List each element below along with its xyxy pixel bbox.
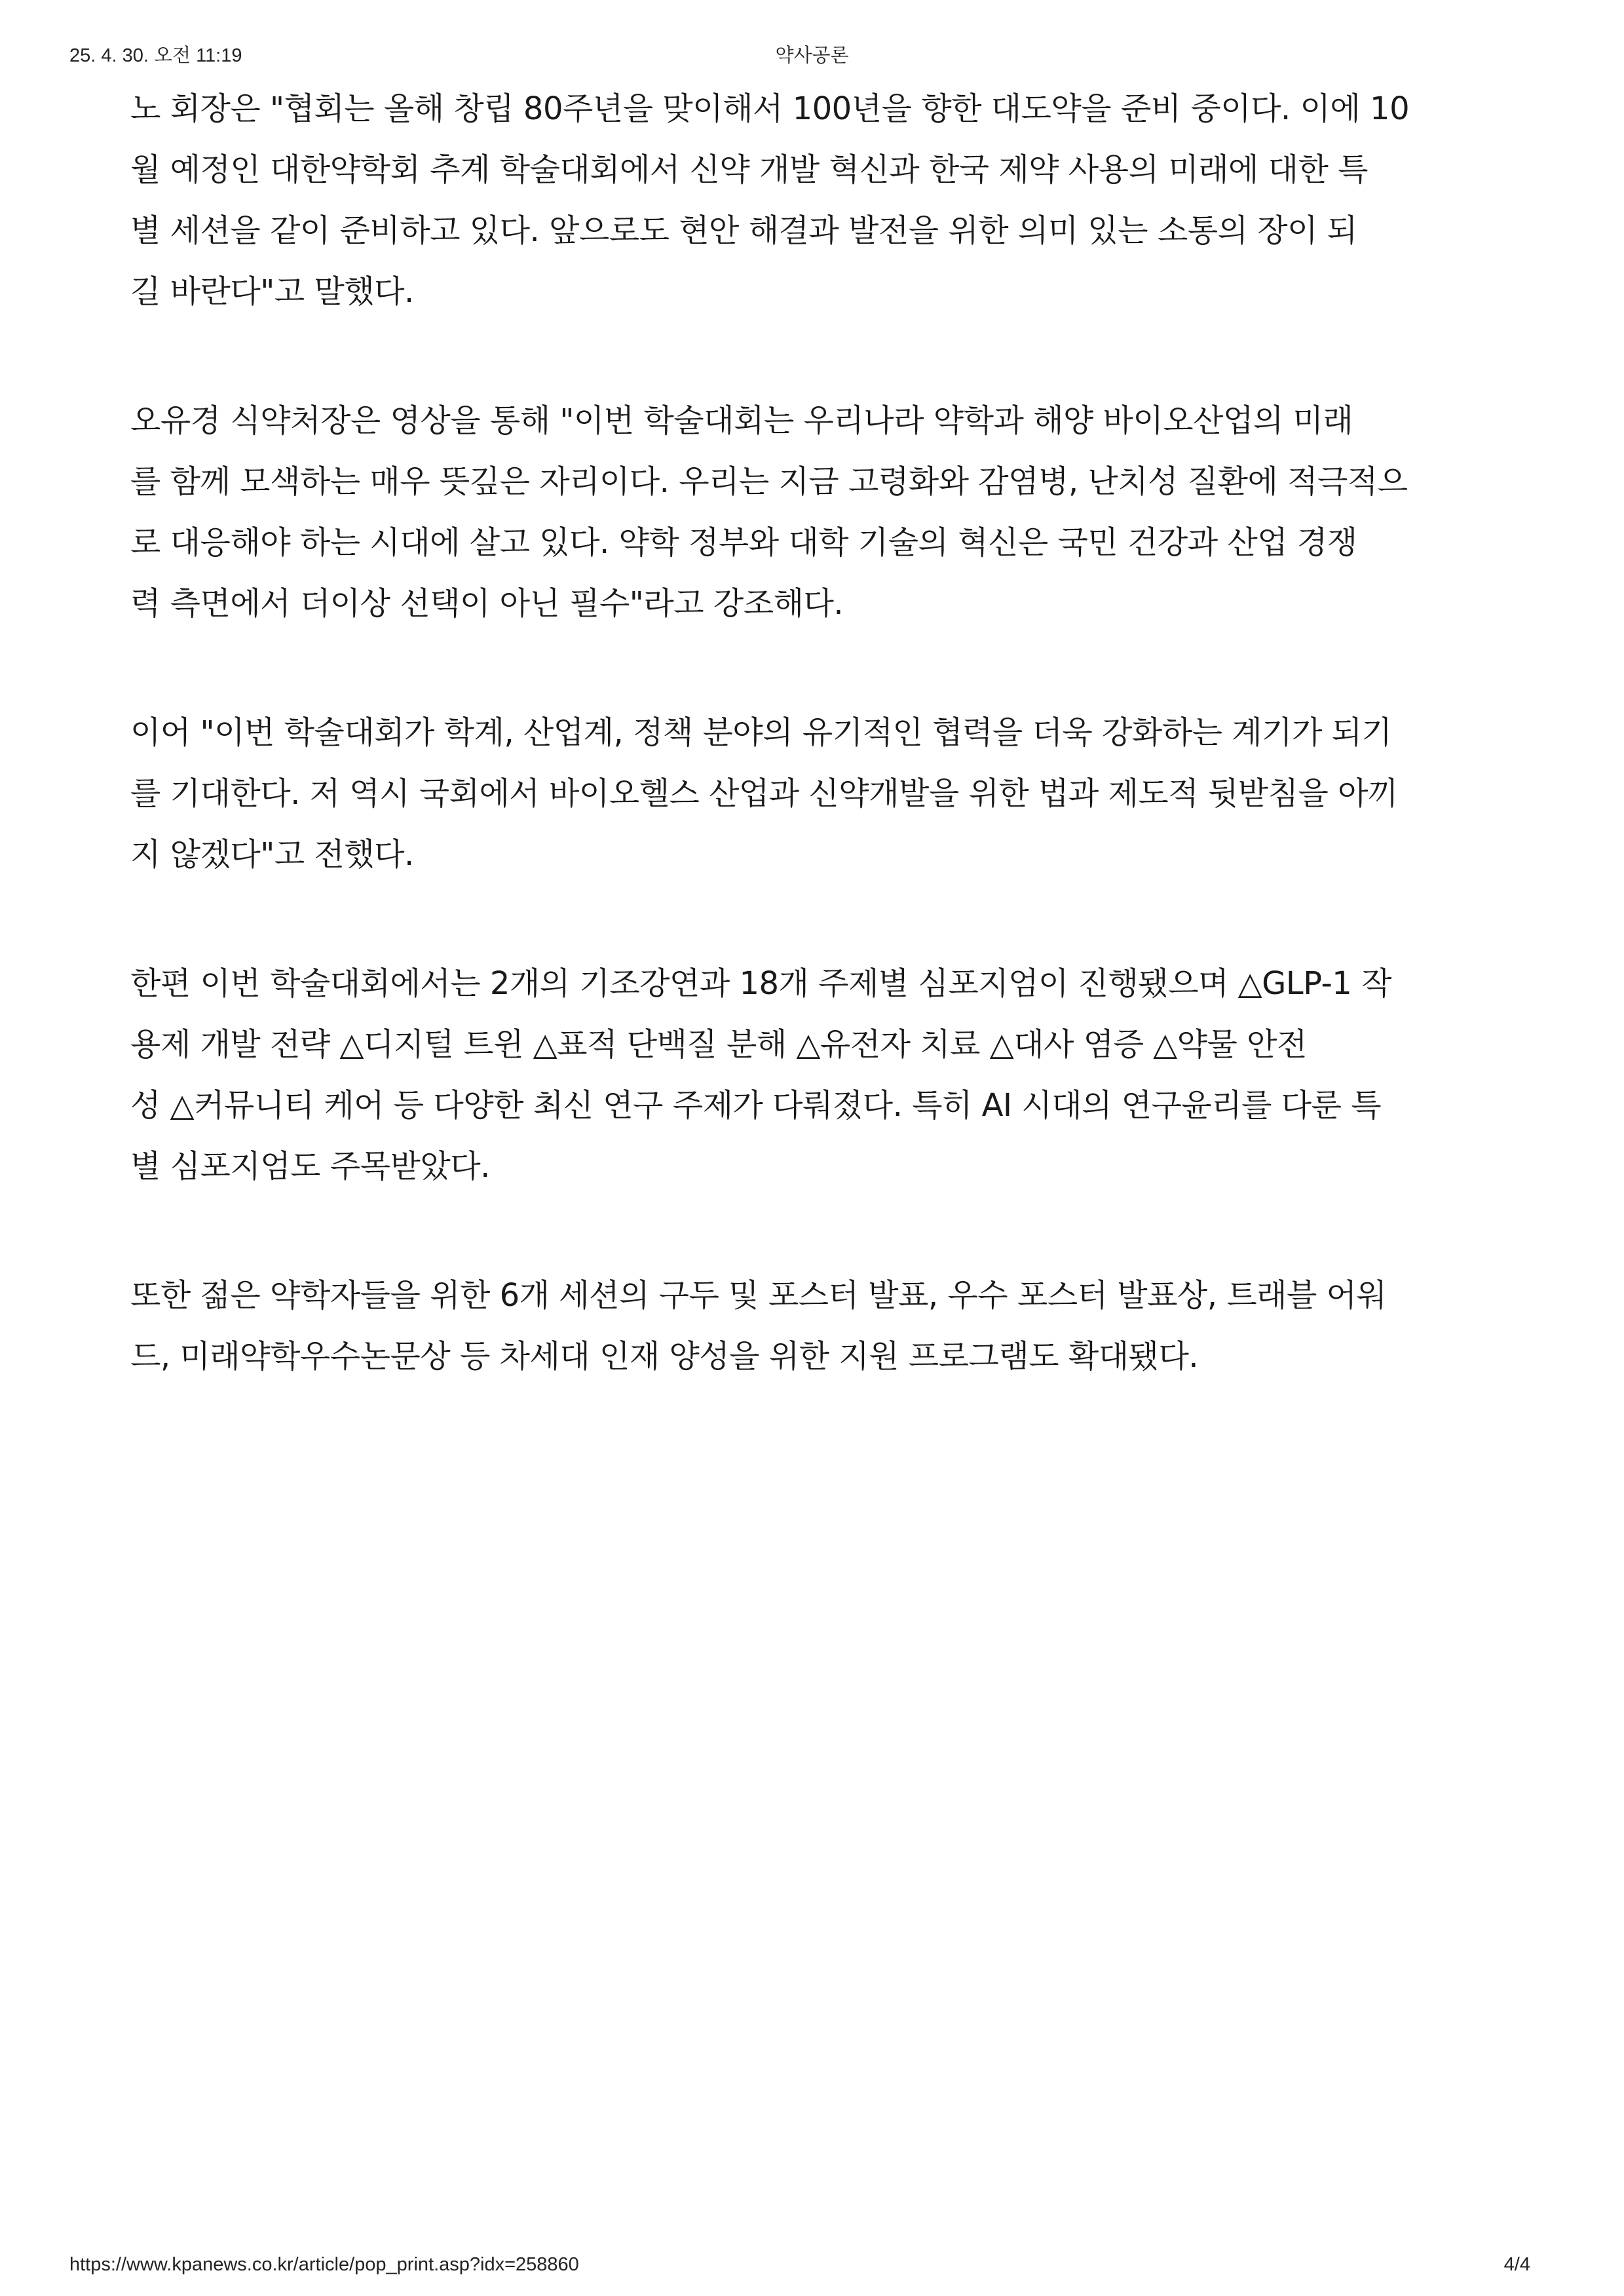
paragraph-cooperation <box>130 702 1493 885</box>
paragraph-line: 를 함께 모색하는 매우 뜻깊은 자리이다. 우리는 지금 고령화와 감염병, 난치성 질환에 적극적으 <box>130 463 1408 500</box>
paragraph-line: 오유경 식약처장은 영상을 통해 "이번 학술대회는 우리나라 약학과 해양 바이오산업의 미래 <box>130 402 1353 439</box>
paragraph-mfds-minister <box>130 391 1493 634</box>
paragraph-line: 력 측면에서 더이상 선택이 아닌 필수"라고 강조해다. <box>130 585 844 622</box>
page-number: 4/4 <box>1503 2254 1530 2275</box>
paragraph-symposium-topics <box>130 953 1493 1197</box>
paragraph-line: 별 심포지엄도 주목받았다. <box>130 1148 490 1185</box>
site-title: 약사공론 <box>775 45 849 66</box>
paragraph-association-president <box>130 79 1493 322</box>
article-body <box>130 79 1493 1455</box>
paragraph-line: 용제 개발 전략 △디지털 트윈 △표적 단백질 분해 △유전자 치료 △대사 염증 △약물 안전 <box>130 1026 1307 1063</box>
paragraph-line: 지 않겠다"고 전했다. <box>130 836 414 873</box>
paragraph-line: 로 대응해야 하는 시대에 살고 있다. 약학 정부와 대학 기술의 혁신은 국민 건강과 산업 경쟁 <box>130 524 1357 561</box>
paragraph-line: 드, 미래약학우수논문상 등 차세대 인재 양성을 위한 지원 프로그램도 확대됐다. <box>130 1338 1199 1375</box>
paragraph-line: 한편 이번 학술대회에서는 2개의 기조강연과 18개 주제별 심포지엄이 진행됐으며 △GLP-1 작 <box>130 965 1391 1002</box>
paragraph-line: 또한 젊은 약학자들을 위한 6개 세션의 구두 및 포스터 발표, 우수 포스터 발표상, 트래블 어워 <box>130 1277 1387 1314</box>
paragraph-young-researchers <box>130 1265 1493 1387</box>
paragraph-line: 길 바란다"고 말했다. <box>130 273 414 310</box>
page-url: https://www.kpanews.co.kr/article/pop_print.asp?idx=258860 <box>69 2254 579 2275</box>
paragraph-line: 이어 "이번 학술대회가 학계, 산업계, 정책 분야의 유기적인 협력을 더욱 강화하는 계기가 되기 <box>130 714 1392 751</box>
print-datetime: 25. 4. 30. 오전 11:19 <box>69 45 242 66</box>
paragraph-line: 성 △커뮤니티 케어 등 다양한 최신 연구 주제가 다뤄졌다. 특히 AI 시대의 연구윤리를 다룬 특 <box>130 1087 1382 1124</box>
paragraph-line: 별 세션을 같이 준비하고 있다. 앞으로도 현안 해결과 발전을 위한 의미 있는 소통의 장이 되 <box>130 212 1357 249</box>
paragraph-line: 노 회장은 "협회는 올해 창립 80주년을 맞이해서 100년을 향한 대도약을 준비 중이다. 이에 10 <box>130 90 1410 127</box>
paragraph-line: 를 기대한다. 저 역시 국회에서 바이오헬스 산업과 신약개발을 위한 법과 제도적 뒷받침을 아끼 <box>130 775 1398 812</box>
paragraph-line: 월 예정인 대한약학회 추계 학술대회에서 신약 개발 혁신과 한국 제약 사용의 미래에 대한 특 <box>130 151 1368 188</box>
